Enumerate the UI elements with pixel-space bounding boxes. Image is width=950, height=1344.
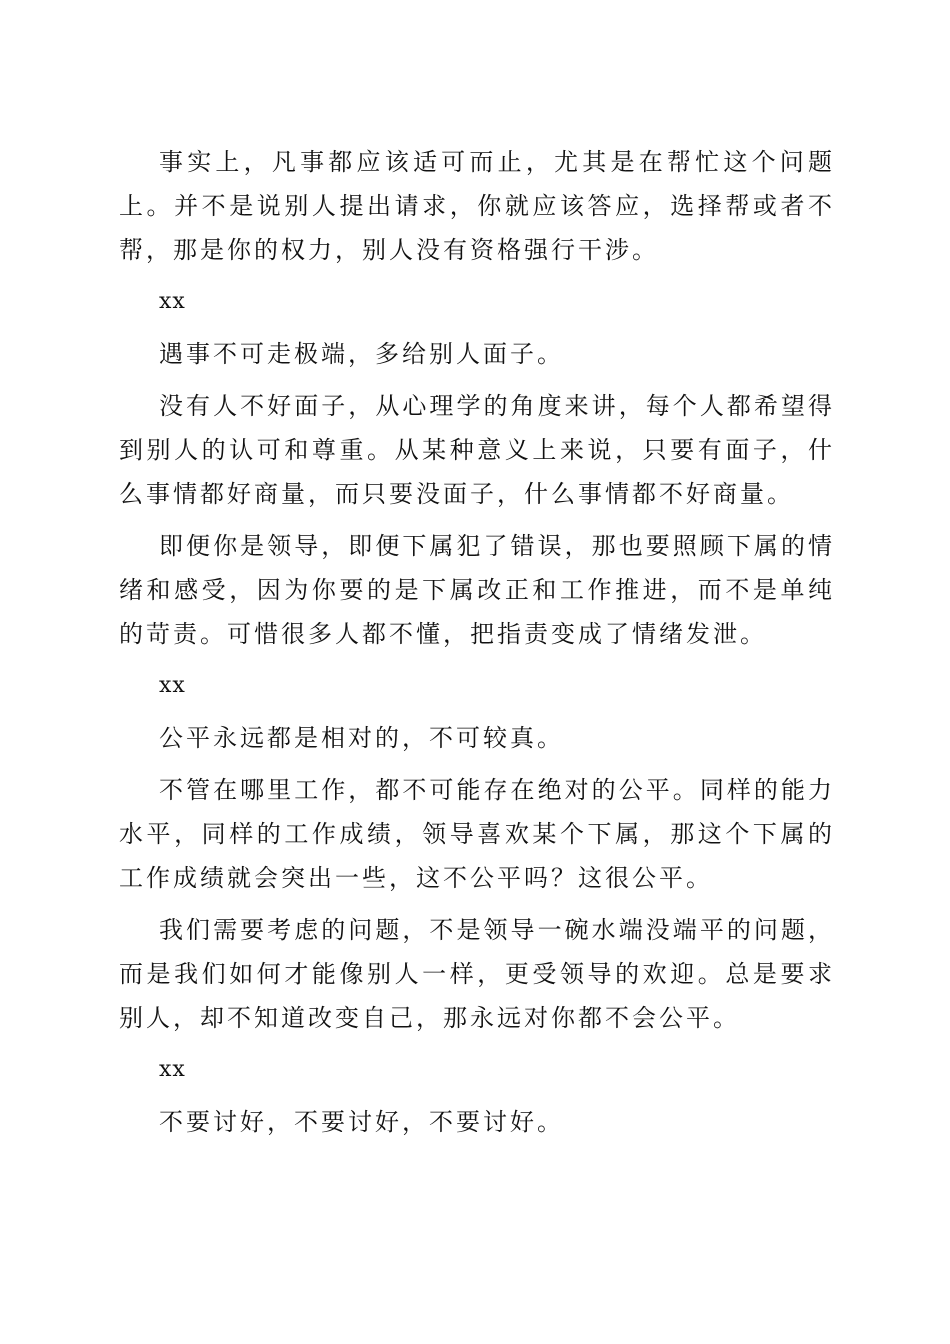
section-heading: 公平永远都是相对的，不可较真。 <box>159 724 564 752</box>
section-marker: xx <box>159 1057 186 1082</box>
paragraph: 不管在哪里工作，都不可能存在绝对的公平。同样的能力水平，同样的工作成绩，领导喜欢某个下属，那这个下属的工作成绩就会突出一些，这不公平吗？这很公平。 <box>119 776 835 892</box>
document-body <box>119 140 835 1144</box>
section-heading: 遇事不可走极端，多给别人面子。 <box>159 340 564 368</box>
paragraph: 我们需要考虑的问题，不是领导一碗水端没端平的问题，而是我们如何才能像别人一样，更受领导的欢迎。总是要求别人，却不知道改变自己，那永远对你都不会公平。 <box>119 916 835 1032</box>
paragraph: 没有人不好面子，从心理学的角度来讲，每个人都希望得到别人的认可和尊重。从某种意义上来说，只要有面子，什么事情都好商量，而只要没面子，什么事情都不好商量。 <box>119 392 835 508</box>
section-heading: 不要讨好，不要讨好，不要讨好。 <box>159 1108 564 1136</box>
section-marker: xx <box>159 673 186 698</box>
section-marker: xx <box>159 289 186 314</box>
paragraph: 事实上，凡事都应该适可而止，尤其是在帮忙这个问题上。并不是说别人提出请求，你就应该答应，选择帮或者不帮，那是你的权力，别人没有资格强行干涉。 <box>119 148 835 264</box>
paragraph: 即便你是领导，即便下属犯了错误，那也要照顾下属的情绪和感受，因为你要的是下属改正和工作推进，而不是单纯的苛责。可惜很多人都不懂，把指责变成了情绪发泄。 <box>119 532 835 648</box>
